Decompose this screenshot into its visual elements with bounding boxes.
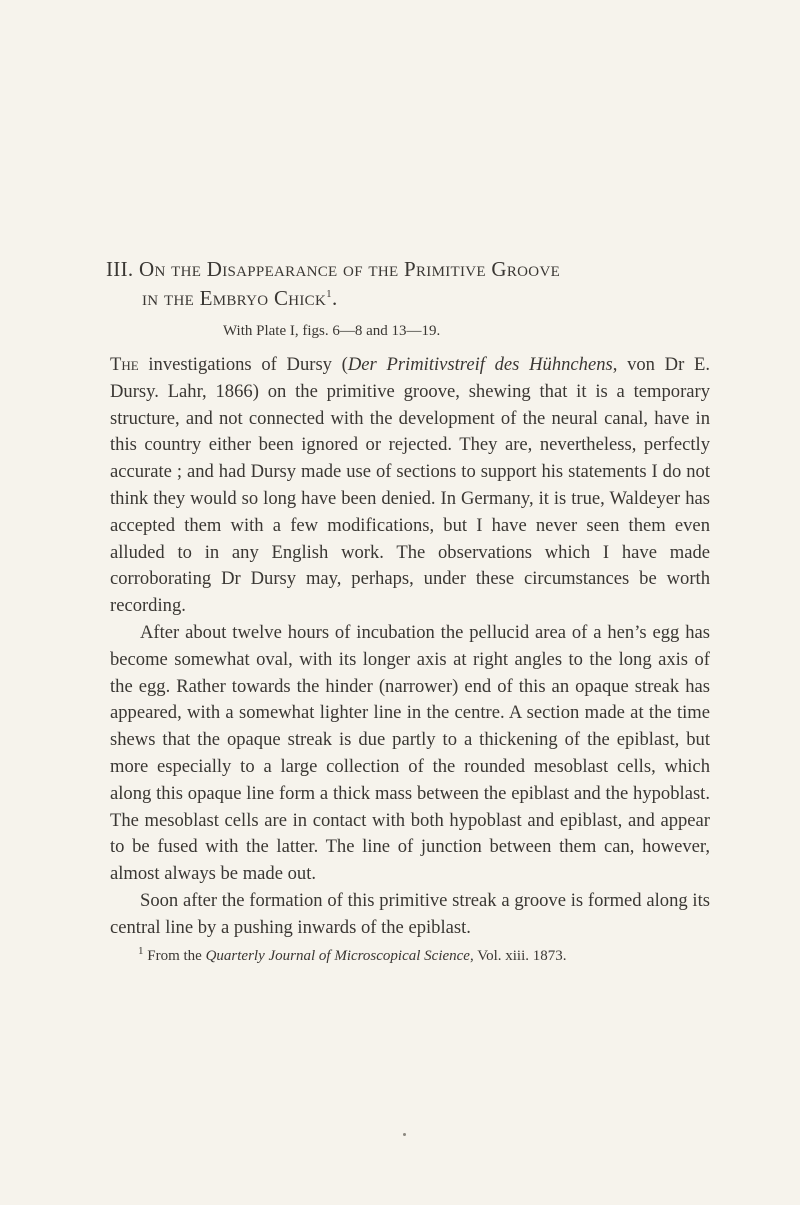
paragraph-lead-word: The [110, 354, 139, 375]
body-text [110, 352, 710, 942]
page-speck [403, 1133, 406, 1136]
footnote-mark: 1 [138, 944, 144, 957]
footnote: $^1$ From the Quarterly Journal of Microscopical Science, Vol. xiii. 1873. [138, 944, 567, 964]
paragraph-1: The investigations of Dursy (Der Primitivstreif des Hühnchens, von Dr E. Dursy. Lahr, 1866) on the primitive groove, shewing that it is a temporary structure, and not connected with the development of the neural canal, have in this country either been ignored or rejected. They are, nevertheless, perfectly accurate ; and had Dursy made use of sections to support his statements I do not think they would so long have been denied. In Germany, it is true, Waldeyer has accepted them with a few modifications, but I have never seen them even alluded to in any English work. The observations which I have made corroborating Dr Dursy may, perhaps, under these circumstances be worth recording. [110, 354, 710, 617]
paragraph-2: After about twelve hours of incubation the pellucid area of a hen’s egg has become somewhat oval, with its longer axis at right angles to the long axis of the egg. Rather towards the hinder (narrower) end of this an opaque streak has appeared, with a somewhat lighter line in the centre. A section made at the time shews that the opaque streak is due partly to a thickening of the epiblast, but more especially to a large collection of the rounded mesoblast cells, which along this opaque line form a thick mass between the epiblast and the hypoblast. The mesoblast cells are in contact with both hypoblast and epiblast, and appear to be fused with the latter. The line of junction between them can, however, almost always be made out. [110, 621, 710, 885]
footnote-reference: 1 [326, 288, 332, 300]
cited-title: Der Primitivstreif des Hühnchens [347, 354, 613, 375]
plate-reference: With Plate I, figs. 6—8 and 13—19. [223, 323, 441, 339]
chapter-numeral: III. [106, 257, 134, 281]
heading-line-1: On the Disappearance of the Primitive Groove [139, 257, 561, 281]
chapter-heading: III. On the Disappearance of the Primitive Groove in the Embryo Chick$^1$. [106, 257, 561, 310]
page [106, 255, 710, 967]
heading-line-2: in the Embryo Chick [142, 286, 327, 310]
paragraph-3: Soon after the formation of this primitive streak a groove is formed along its central line by a pushing inwards of the epiblast. [110, 889, 710, 938]
journal-title: Quarterly Journal of Microscopical Science [205, 947, 470, 964]
